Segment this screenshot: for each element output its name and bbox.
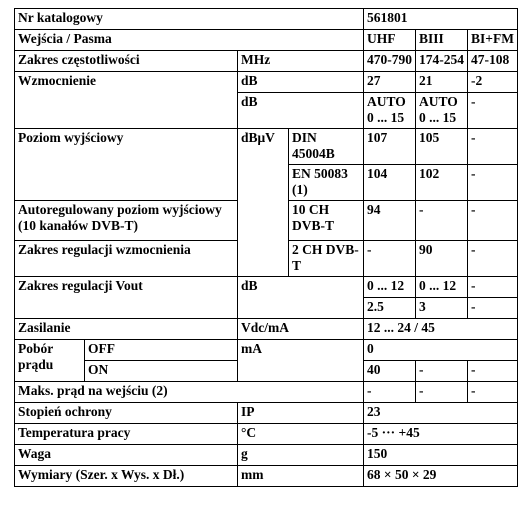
band-bifm: BI+FM xyxy=(468,30,518,51)
autoreg-channels-line1: 10 CH xyxy=(292,202,330,217)
vout-biii-2: 3 xyxy=(416,298,468,319)
output-din-uhf: 107 xyxy=(364,129,416,165)
catalog-value: 561801 xyxy=(364,9,518,30)
output-en-uhf: 104 xyxy=(364,165,416,201)
row-freq xyxy=(15,51,518,72)
gain-range-channels-line2: T xyxy=(292,258,302,273)
output-unit: dBμV xyxy=(238,129,289,277)
gain-biii-1: 21 xyxy=(416,72,468,93)
current-on-bifm: - xyxy=(468,361,518,382)
max-input-biii: - xyxy=(416,382,468,403)
gain-range-channels xyxy=(289,241,364,277)
vout-biii-1: 0 ... 12 xyxy=(416,277,468,298)
max-input-label: Maks. prąd na wejściu (2) xyxy=(15,382,364,403)
current-on-biii: - xyxy=(416,361,468,382)
row-weight xyxy=(15,445,518,466)
current-on-label: ON xyxy=(85,361,238,382)
gain-biii-2-line2: 0 ... 15 xyxy=(419,110,457,125)
bands-label: Wejścia / Pasma xyxy=(15,30,364,51)
output-din xyxy=(289,129,364,165)
row-temp xyxy=(15,424,518,445)
row-catalog xyxy=(15,9,518,30)
row-output-din xyxy=(15,129,518,165)
catalog-label: Nr katalogowy xyxy=(15,9,364,30)
current-label-line2: prądu xyxy=(18,357,54,372)
output-din-biii: 105 xyxy=(416,129,468,165)
dims-unit: mm xyxy=(238,466,364,487)
weight-label: Waga xyxy=(15,445,238,466)
vout-uhf-1: 0 ... 12 xyxy=(364,277,416,298)
row-vout-1 xyxy=(15,277,518,298)
vout-bifm-2: - xyxy=(468,298,518,319)
gain-biii-2 xyxy=(416,93,468,129)
weight-value: 150 xyxy=(364,445,518,466)
freq-bifm: 47-108 xyxy=(468,51,518,72)
freq-label: Zakres częstotliwości xyxy=(15,51,238,72)
gain-unit-1: dB xyxy=(238,72,364,93)
vout-label: Zakres regulacji Vout xyxy=(15,277,238,319)
output-en-line2: (1) xyxy=(292,182,308,197)
ip-unit: IP xyxy=(238,403,364,424)
output-en xyxy=(289,165,364,201)
gain-range-channels-line1: 2 CH DVB- xyxy=(292,242,359,257)
output-din-line2: 45004B xyxy=(292,146,335,161)
row-max-input xyxy=(15,382,518,403)
ip-value: 23 xyxy=(364,403,518,424)
gain-unit-2: dB xyxy=(238,93,364,129)
output-din-bifm: - xyxy=(468,129,518,165)
vout-unit: dB xyxy=(238,277,364,319)
temp-unit: °C xyxy=(238,424,364,445)
gain-uhf-2-line1: AUTO xyxy=(367,94,406,109)
dims-value: 68 × 50 × 29 xyxy=(364,466,518,487)
band-uhf: UHF xyxy=(364,30,416,51)
power-label: Zasilanie xyxy=(15,319,238,340)
current-label-line1: Pobór xyxy=(18,341,54,356)
vout-uhf-2: 2.5 xyxy=(364,298,416,319)
temp-value: -5 ··· +45 xyxy=(364,424,518,445)
vout-bifm-1: - xyxy=(468,277,518,298)
gain-range-label: Zakres regulacji wzmocnienia xyxy=(15,241,238,277)
row-gain-1 xyxy=(15,72,518,93)
output-din-line1: DIN xyxy=(292,130,317,145)
gain-uhf-1: 27 xyxy=(364,72,416,93)
temp-label: Temperatura pracy xyxy=(15,424,238,445)
current-off-value: 0 xyxy=(364,340,518,361)
autoreg-label xyxy=(15,201,238,241)
autoreg-label-line1: Autoregulowany poziom wyjściowy xyxy=(18,202,222,217)
ip-label: Stopień ochrony xyxy=(15,403,238,424)
autoreg-channels xyxy=(289,201,364,241)
current-on-uhf: 40 xyxy=(364,361,416,382)
gain-uhf-2 xyxy=(364,93,416,129)
row-power xyxy=(15,319,518,340)
gain-uhf-2-line2: 0 ... 15 xyxy=(367,110,405,125)
current-off-label: OFF xyxy=(85,340,238,361)
autoreg-channels-line2: DVB-T xyxy=(292,218,335,233)
autoreg-bifm: - xyxy=(468,201,518,241)
gain-biii-2-line1: AUTO xyxy=(419,94,458,109)
current-unit: mA xyxy=(238,340,364,382)
autoreg-label-line2: (10 kanałów DVB-T) xyxy=(18,218,139,233)
output-en-line1: EN 50083 xyxy=(292,166,348,181)
spec-table xyxy=(14,8,518,487)
power-unit: Vdc/mA xyxy=(238,319,364,340)
freq-uhf: 470-790 xyxy=(364,51,416,72)
row-current-off xyxy=(15,340,518,361)
gain-range-biii: 90 xyxy=(416,241,468,277)
gain-bifm-1: -2 xyxy=(468,72,518,93)
max-input-uhf: - xyxy=(364,382,416,403)
row-ip xyxy=(15,403,518,424)
output-en-bifm: - xyxy=(468,165,518,201)
output-en-biii: 102 xyxy=(416,165,468,201)
gain-range-bifm: - xyxy=(468,241,518,277)
gain-label: Wzmocnienie xyxy=(15,72,238,129)
max-input-bifm: - xyxy=(468,382,518,403)
gain-bifm-2: - xyxy=(468,93,518,129)
freq-unit: MHz xyxy=(238,51,364,72)
weight-unit: g xyxy=(238,445,364,466)
row-dims xyxy=(15,466,518,487)
power-value: 12 ... 24 / 45 xyxy=(364,319,518,340)
band-biii: BIII xyxy=(416,30,468,51)
output-label: Poziom wyjściowy xyxy=(15,129,238,201)
dims-label: Wymiary (Szer. x Wys. x Dł.) xyxy=(15,466,238,487)
current-label xyxy=(15,340,85,382)
autoreg-uhf: 94 xyxy=(364,201,416,241)
row-bands xyxy=(15,30,518,51)
autoreg-biii: - xyxy=(416,201,468,241)
freq-biii: 174-254 xyxy=(416,51,468,72)
gain-range-uhf: - xyxy=(364,241,416,277)
